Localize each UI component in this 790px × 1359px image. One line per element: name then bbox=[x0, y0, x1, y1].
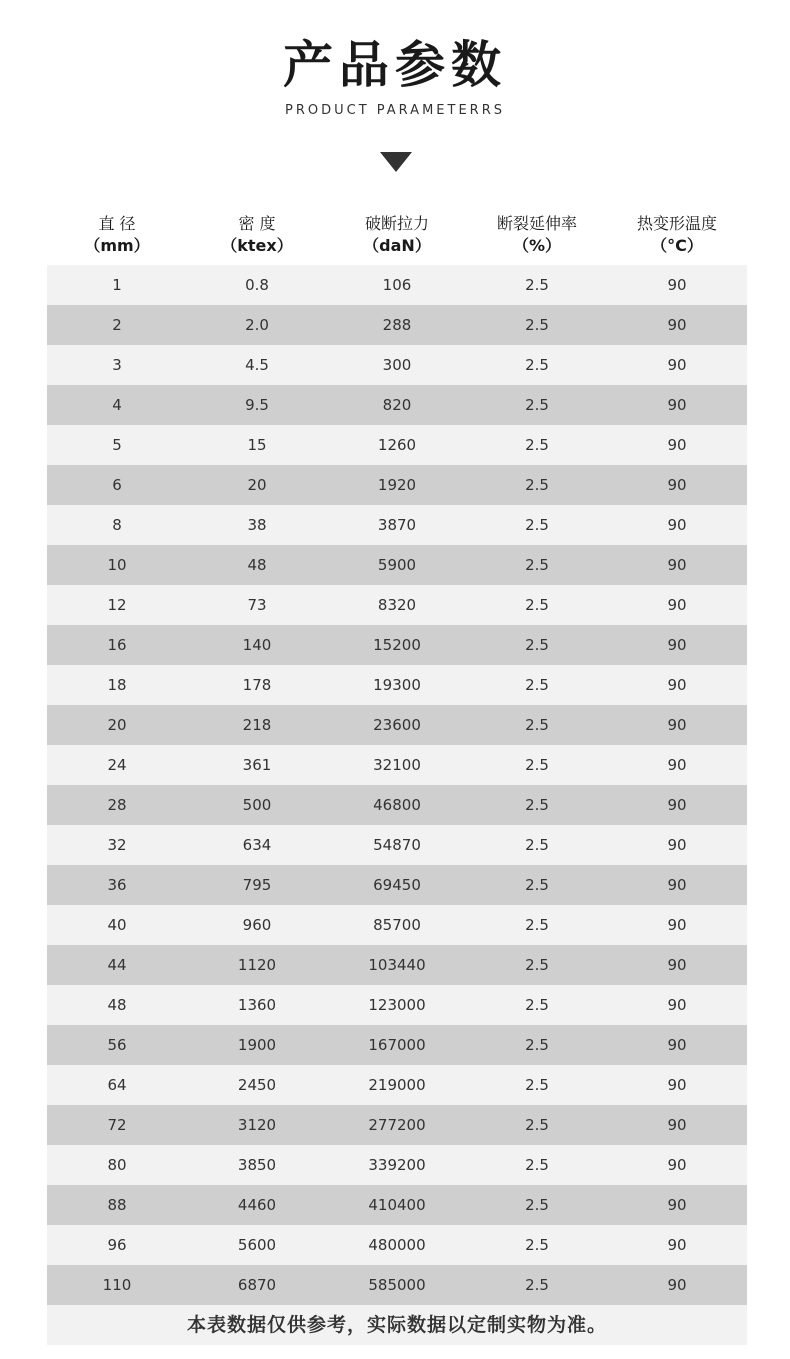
table-cell: 10 bbox=[107, 556, 127, 574]
table-cell: 2.5 bbox=[525, 1276, 549, 1294]
table-row bbox=[47, 745, 747, 785]
table-cell: 6 bbox=[112, 476, 122, 494]
table-cell: 2.0 bbox=[245, 316, 269, 334]
table-cell: 1920 bbox=[377, 476, 417, 494]
table-cell: 2.5 bbox=[525, 756, 549, 774]
column-unit: （ktex） bbox=[221, 236, 293, 255]
table-cell: 90 bbox=[667, 396, 687, 414]
table-cell: 106 bbox=[382, 276, 412, 294]
table-cell: 9.5 bbox=[245, 396, 269, 414]
table-cell: 15 bbox=[247, 436, 267, 454]
table-cell: 90 bbox=[667, 676, 687, 694]
table-cell: 4460 bbox=[237, 1196, 277, 1214]
table-cell: 90 bbox=[667, 756, 687, 774]
column-unit: （%） bbox=[512, 236, 562, 255]
table-cell: 3870 bbox=[377, 516, 417, 534]
table-cell: 90 bbox=[667, 836, 687, 854]
table-row bbox=[47, 425, 747, 465]
table-cell: 634 bbox=[242, 836, 272, 854]
table-cell: 178 bbox=[242, 676, 272, 694]
table-cell: 1120 bbox=[237, 956, 277, 974]
table-cell: 90 bbox=[667, 996, 687, 1014]
table-cell: 90 bbox=[667, 516, 687, 534]
table-cell: 16 bbox=[107, 636, 127, 654]
table-row bbox=[47, 865, 747, 905]
table-cell: 1 bbox=[112, 276, 122, 294]
table-row bbox=[47, 1065, 747, 1105]
column-unit: （°C） bbox=[651, 236, 703, 255]
table-cell: 2.5 bbox=[525, 1116, 549, 1134]
table-cell: 2 bbox=[112, 316, 122, 334]
table-row bbox=[47, 785, 747, 825]
table-cell: 219000 bbox=[368, 1076, 426, 1094]
table-cell: 2.5 bbox=[525, 676, 549, 694]
table-cell: 1360 bbox=[237, 996, 277, 1014]
table-cell: 2.5 bbox=[525, 1076, 549, 1094]
table-cell: 64 bbox=[107, 1076, 127, 1094]
table-cell: 0.8 bbox=[245, 276, 269, 294]
table-cell: 85700 bbox=[373, 916, 421, 934]
table-row bbox=[47, 345, 747, 385]
table-cell: 410400 bbox=[368, 1196, 426, 1214]
table-row bbox=[47, 905, 747, 945]
table-row bbox=[47, 1145, 747, 1185]
table-cell: 2.5 bbox=[525, 1236, 549, 1254]
table-cell: 2.5 bbox=[525, 356, 549, 374]
table-cell: 2.5 bbox=[525, 316, 549, 334]
table-cell: 90 bbox=[667, 476, 687, 494]
table-cell: 44 bbox=[107, 956, 127, 974]
table-cell: 4.5 bbox=[245, 356, 269, 374]
table-cell: 69450 bbox=[373, 876, 421, 894]
table-cell: 288 bbox=[382, 316, 412, 334]
table-cell: 8 bbox=[112, 516, 122, 534]
table-cell: 218 bbox=[242, 716, 272, 734]
table-cell: 361 bbox=[242, 756, 272, 774]
table-cell: 90 bbox=[667, 796, 687, 814]
table-cell: 90 bbox=[667, 1076, 687, 1094]
table-cell: 54870 bbox=[373, 836, 421, 854]
table-cell: 339200 bbox=[368, 1156, 426, 1174]
table-cell: 110 bbox=[102, 1276, 132, 1294]
table-cell: 38 bbox=[247, 516, 267, 534]
table-body bbox=[47, 265, 747, 1305]
column-label: 破断拉力 bbox=[364, 214, 429, 233]
table-row bbox=[47, 265, 747, 305]
column-header-breaking-force bbox=[327, 205, 467, 265]
page-subtitle: PRODUCT PARAMETERRS bbox=[285, 103, 505, 118]
table-cell: 2.5 bbox=[525, 956, 549, 974]
table-cell: 90 bbox=[667, 876, 687, 894]
table-row bbox=[47, 665, 747, 705]
table-cell: 2.5 bbox=[525, 996, 549, 1014]
triangle-down-icon bbox=[380, 152, 412, 172]
table-cell: 2.5 bbox=[525, 516, 549, 534]
table-cell: 2.5 bbox=[525, 876, 549, 894]
table-cell: 2.5 bbox=[525, 836, 549, 854]
column-unit: （mm） bbox=[84, 236, 150, 255]
table-cell: 48 bbox=[107, 996, 127, 1014]
table-row bbox=[47, 985, 747, 1025]
table-cell: 90 bbox=[667, 716, 687, 734]
table-cell: 2.5 bbox=[525, 916, 549, 934]
table-cell: 96 bbox=[107, 1236, 127, 1254]
column-header-heat-deflection bbox=[607, 205, 747, 265]
table-cell: 2.5 bbox=[525, 636, 549, 654]
table-cell: 32 bbox=[107, 836, 127, 854]
table-cell: 90 bbox=[667, 316, 687, 334]
table-cell: 90 bbox=[667, 1116, 687, 1134]
table-cell: 2.5 bbox=[525, 596, 549, 614]
table-cell: 8320 bbox=[377, 596, 417, 614]
table-row bbox=[47, 1265, 747, 1305]
table-cell: 2450 bbox=[237, 1076, 277, 1094]
column-header-elongation bbox=[467, 205, 607, 265]
table-cell: 2.5 bbox=[525, 796, 549, 814]
table-row bbox=[47, 1025, 747, 1065]
table-row bbox=[47, 625, 747, 665]
table-cell: 5600 bbox=[237, 1236, 277, 1254]
table-cell: 56 bbox=[107, 1036, 127, 1054]
table-cell: 2.5 bbox=[525, 556, 549, 574]
table-cell: 1260 bbox=[377, 436, 417, 454]
table-cell: 28 bbox=[107, 796, 127, 814]
table-cell: 5900 bbox=[377, 556, 417, 574]
table-cell: 18 bbox=[107, 676, 127, 694]
table-cell: 90 bbox=[667, 1276, 687, 1294]
table-row bbox=[47, 505, 747, 545]
table-row bbox=[47, 305, 747, 345]
table-cell: 80 bbox=[107, 1156, 127, 1174]
table-row bbox=[47, 465, 747, 505]
table-cell: 90 bbox=[667, 1156, 687, 1174]
table-cell: 90 bbox=[667, 956, 687, 974]
table-cell: 90 bbox=[667, 1036, 687, 1054]
table-cell: 167000 bbox=[368, 1036, 426, 1054]
table-cell: 90 bbox=[667, 1236, 687, 1254]
parameters-table bbox=[47, 205, 747, 1305]
table-cell: 3850 bbox=[237, 1156, 277, 1174]
table-cell: 4 bbox=[112, 396, 122, 414]
table-cell: 1900 bbox=[237, 1036, 277, 1054]
table-cell: 12 bbox=[107, 596, 127, 614]
column-header-diameter bbox=[47, 205, 187, 265]
column-label: 断裂延伸率 bbox=[496, 214, 577, 233]
table-cell: 20 bbox=[107, 716, 127, 734]
table-cell: 20 bbox=[247, 476, 267, 494]
table-cell: 2.5 bbox=[525, 476, 549, 494]
table-cell: 90 bbox=[667, 596, 687, 614]
table-cell: 820 bbox=[382, 396, 412, 414]
table-cell: 40 bbox=[107, 916, 127, 934]
table-cell: 3120 bbox=[237, 1116, 277, 1134]
table-cell: 2.5 bbox=[525, 1036, 549, 1054]
table-row bbox=[47, 1185, 747, 1225]
table-cell: 960 bbox=[242, 916, 272, 934]
table-cell: 277200 bbox=[368, 1116, 426, 1134]
table-cell: 90 bbox=[667, 916, 687, 934]
table-cell: 480000 bbox=[368, 1236, 426, 1254]
table-row bbox=[47, 1105, 747, 1145]
table-cell: 90 bbox=[667, 356, 687, 374]
disclaimer-note: 本表数据仅供参考，实际数据以定制实物为准。 bbox=[47, 1305, 747, 1345]
table-cell: 5 bbox=[112, 436, 122, 454]
table-cell: 23600 bbox=[373, 716, 421, 734]
table-row bbox=[47, 585, 747, 625]
table-row bbox=[47, 385, 747, 425]
column-unit: （daN） bbox=[363, 236, 431, 255]
table-cell: 32100 bbox=[373, 756, 421, 774]
table-cell: 300 bbox=[382, 356, 412, 374]
column-label: 密 度 bbox=[238, 214, 276, 233]
column-label: 直 径 bbox=[98, 214, 136, 233]
table-cell: 585000 bbox=[368, 1276, 426, 1294]
table-row bbox=[47, 1225, 747, 1265]
table-cell: 2.5 bbox=[525, 396, 549, 414]
table-cell: 123000 bbox=[368, 996, 426, 1014]
table-cell: 90 bbox=[667, 436, 687, 454]
table-cell: 24 bbox=[107, 756, 127, 774]
table-cell: 500 bbox=[242, 796, 272, 814]
table-cell: 2.5 bbox=[525, 436, 549, 454]
table-cell: 2.5 bbox=[525, 1196, 549, 1214]
table-cell: 90 bbox=[667, 636, 687, 654]
table-cell: 103440 bbox=[368, 956, 426, 974]
table-cell: 140 bbox=[242, 636, 272, 654]
table-header bbox=[47, 205, 747, 265]
table-cell: 48 bbox=[247, 556, 267, 574]
table-cell: 2.5 bbox=[525, 716, 549, 734]
table-row bbox=[47, 945, 747, 985]
table-row bbox=[47, 825, 747, 865]
table-cell: 36 bbox=[107, 876, 127, 894]
table-cell: 88 bbox=[107, 1196, 127, 1214]
column-label: 热变形温度 bbox=[636, 214, 717, 233]
table-cell: 73 bbox=[247, 596, 267, 614]
table-cell: 795 bbox=[242, 876, 272, 894]
table-cell: 2.5 bbox=[525, 276, 549, 294]
table-cell: 6870 bbox=[237, 1276, 277, 1294]
table-cell: 46800 bbox=[373, 796, 421, 814]
column-header-density bbox=[187, 205, 327, 265]
table-cell: 72 bbox=[107, 1116, 127, 1134]
table-cell: 90 bbox=[667, 1196, 687, 1214]
table-row bbox=[47, 705, 747, 745]
page-title: 产品参数 bbox=[283, 36, 507, 94]
table-cell: 15200 bbox=[373, 636, 421, 654]
table-cell: 2.5 bbox=[525, 1156, 549, 1174]
table-cell: 90 bbox=[667, 556, 687, 574]
table-cell: 3 bbox=[112, 356, 122, 374]
table-row bbox=[47, 545, 747, 585]
table-cell: 19300 bbox=[373, 676, 421, 694]
table-cell: 90 bbox=[667, 276, 687, 294]
